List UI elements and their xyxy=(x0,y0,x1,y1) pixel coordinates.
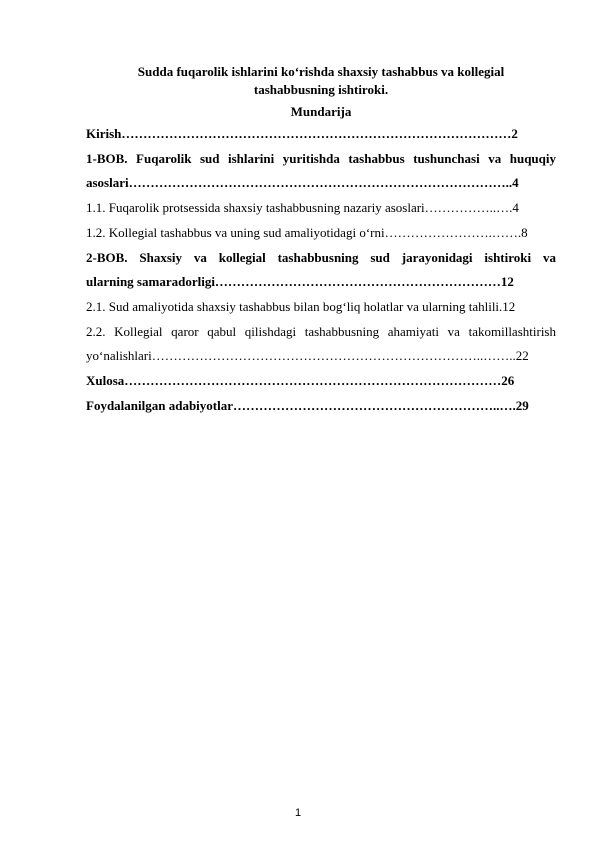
toc-heading: Mundarija xyxy=(290,104,352,119)
toc-entry-2-2: 2.2. Kollegial qaror qabul qilishdagi tashabbusning ahamiyati va takomillashtirish xyxy=(86,324,556,339)
toc-entry-chapter-2: 2-BOB. Shaxsiy va kollegial tashabbusning sud jarayonidagi ishtiroki va xyxy=(86,250,556,265)
toc-entry-2-1: 2.1. Sud amaliyotida shaxsiy tashabbus bilan bog‘liq holatlar va ularning tahlili.12 xyxy=(86,299,516,314)
toc-entry-xulosa: Xulosa……………………………………………………………………………26 xyxy=(86,373,515,388)
toc-entry-adabiyotlar: Foydalanilgan adabiyotlar……………………………………………………..….29 xyxy=(86,398,529,413)
toc-entry-1-1: 1.1. Fuqarolik protsessida shaxsiy tashabbusning nazariy asoslari……………..….4 xyxy=(86,200,519,215)
document-title-line-2: tashabbusning ishtiroki. xyxy=(253,82,389,97)
document-title-line-1: Sudda fuqarolik ishlarini ko‘rishda shaxsiy tashabbus va kollegial xyxy=(137,64,505,79)
toc-entry-kirish: Kirish………………………………………………………………………………2 xyxy=(86,126,518,141)
toc-entry-1-2: 1.2. Kollegial tashabbus va uning sud amaliyotidagi o‘rni…………………….…….8 xyxy=(86,225,528,240)
toc-entry-chapter-1: 1-BOB. Fuqarolik sud ishlarini yuritishda tashabbus tushunchasi va huquqiy xyxy=(86,151,556,166)
toc-entry-chapter-1-cont: asoslari……………………………………………………………………………..4 xyxy=(86,175,519,190)
toc-entry-2-2-cont: yo‘nalishlari…………………………………………………………………..……..22 xyxy=(86,348,529,363)
toc-entry-chapter-2-cont: ularning samaradorligi…………………………………………………………12 xyxy=(86,274,514,289)
page-number: 1 xyxy=(294,807,302,819)
